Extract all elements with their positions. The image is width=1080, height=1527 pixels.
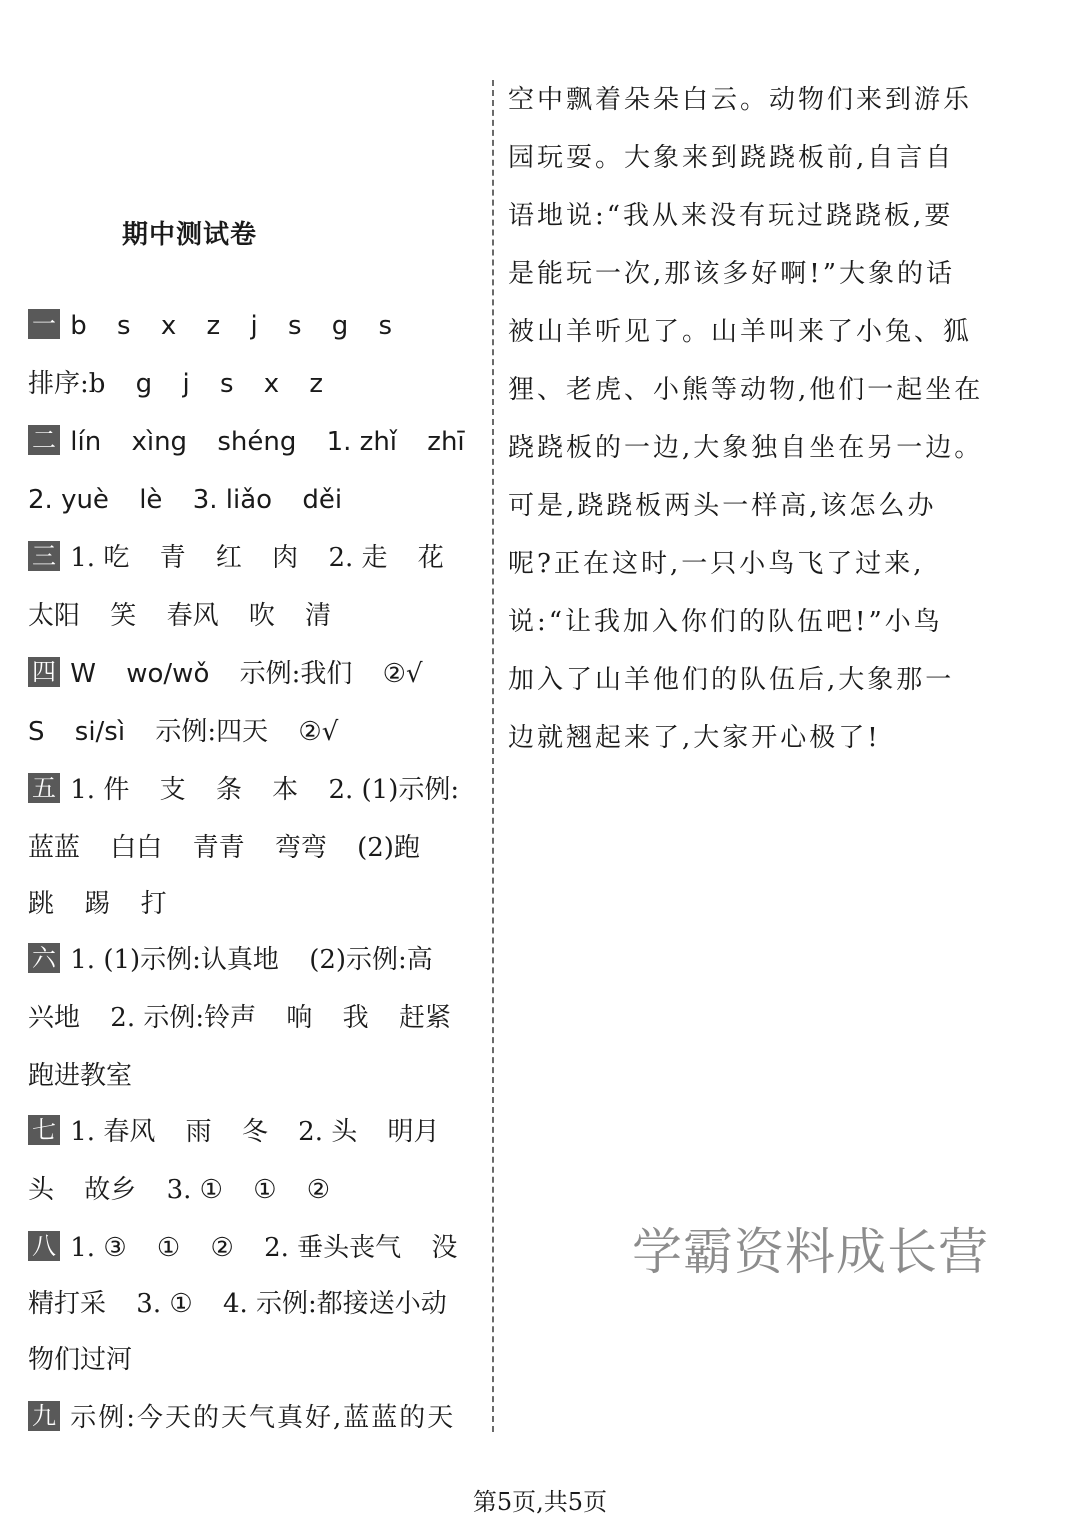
answer-item: (2)示例:高 [309,945,433,975]
section-4-line-2 [28,712,360,752]
answer-item: 弯弯 [274,833,327,863]
answer-item: z [206,311,221,341]
answer-item: 清 [305,601,332,631]
answer-item: 蓝蓝 [28,833,81,863]
answer-item: 春风 [166,601,219,631]
answer-item: 红 [215,543,242,573]
essay-line: 可是,跷跷板两头一样高,该怎么办 [508,491,937,521]
answer-item: 3. liǎo [192,485,273,515]
answer-item: 2. 走 [328,543,388,573]
section-1-line-1 [28,306,414,346]
answer-item: 故乡 [84,1175,137,1205]
answer-item: 1. (1)示例:认真地 [70,945,279,975]
section-number-1: 一 [28,309,60,339]
answer-item: b [70,311,87,341]
order-label: 排序:b [28,369,106,399]
essay-line: 加入了山羊他们的队伍后,大象那一 [508,665,955,695]
section-1-line-2 [28,364,345,404]
section-5-line-1 [28,770,481,810]
section-2-line-2 [28,480,364,520]
answer-item: x [160,311,177,341]
essay-line: 边就翘起来了,大家开心极了! [508,723,881,753]
answer-item: 2. yuè [28,485,109,515]
answer-item: 打 [140,889,167,919]
answer-item: j [250,311,258,341]
answer-item: 太阳 [28,601,81,631]
section-8-line-3 [28,1340,154,1380]
watermark: 学霸资料成长营 [632,1223,989,1281]
answer-item: s [378,311,393,341]
answer-item: ① [156,1233,181,1263]
answer-item: 2. 头 [298,1117,358,1147]
answer-item: s [219,369,234,399]
section-number-5: 五 [28,773,60,803]
answer-item: 青 [159,543,186,573]
answer-item: x [263,369,280,399]
answer-item: 吹 [248,601,275,631]
answer-item: S [28,717,45,747]
answer-item: 肉 [272,543,299,573]
answer-item: 示例:今天的天气真好,蓝蓝的天 [70,1403,456,1433]
essay-line: 语地说:“我从来没有玩过跷跷板,要 [508,201,954,231]
answer-item: z [309,369,324,399]
answer-item: 头 [28,1175,55,1205]
answer-item: 白白 [110,833,163,863]
section-9-line-1 [28,1398,477,1438]
answer-item: 2. 垂头丧气 [264,1233,402,1263]
answer-item: 跑进教室 [28,1061,133,1091]
section-6-line-2 [28,998,473,1038]
answer-item: 2. 示例:铃声 [110,1003,257,1033]
section-8-line-1 [28,1228,479,1268]
answer-item: W [70,659,96,689]
answer-item: děi [302,485,343,515]
answer-item: 1. 春风 [70,1117,156,1147]
answer-item: 花 [417,543,444,573]
answer-item: 精打采 [28,1289,107,1319]
column-divider [492,80,494,1432]
answer-item: 没 [431,1233,458,1263]
answer-item: g [135,369,153,399]
answer-item: ① [253,1175,277,1205]
page-title: 期中测试卷 [122,220,258,250]
section-number-4: 四 [28,657,60,687]
section-number-2: 二 [28,425,60,455]
essay-line: 园玩耍。大象来到跷跷板前,自言自 [508,143,955,173]
essay-line: 是能玩一次,那该多好啊!”大象的话 [508,259,956,289]
essay-line: 跷跷板的一边,大象独自坐在另一边。 [508,433,984,463]
answer-item: 跳 [28,889,55,919]
section-6-line-1 [28,940,455,980]
answer-item: wo/wǒ [126,659,210,689]
section-number-8: 八 [28,1231,60,1261]
answer-item: 响 [286,1003,313,1033]
answer-item: 本 [272,775,299,805]
answer-item: 雨 [185,1117,212,1147]
answer-item: 3. ① [136,1289,193,1319]
answer-item: 冬 [241,1117,268,1147]
section-3-line-1 [28,538,466,578]
answer-item: 4. 示例:都接送小动 [222,1289,447,1319]
section-7-line-1 [28,1112,462,1152]
essay-line: 呢?正在这时,一只小鸟飞了过来, [508,549,925,579]
answer-item: ②√ [382,659,423,689]
answer-item: lín [70,427,102,457]
answer-item: 青青 [192,833,245,863]
answer-item: 1. zhǐ [326,427,398,457]
answer-item: 3. ① [166,1175,223,1205]
answer-item: zhī [427,427,465,457]
page-footer: 第5页,共5页 [472,1488,608,1516]
section-7-line-2 [28,1170,352,1210]
essay-line: 空中飘着朵朵白云。动物们来到游乐 [508,85,973,115]
essay-line: 狸、老虎、小熊等动物,他们一起坐在 [508,375,984,405]
section-3-line-2 [28,596,353,636]
section-8-line-2 [28,1284,469,1324]
answer-item: 2. (1)示例: [328,775,460,805]
section-4-line-1 [28,654,445,694]
section-number-7: 七 [28,1115,60,1145]
answer-item: 1. 件 [70,775,130,805]
answer-item: 踢 [84,889,111,919]
answer-item: 条 [215,775,242,805]
section-number-9: 九 [28,1401,60,1431]
answer-item: 明月 [387,1117,440,1147]
section-5-line-2 [28,828,442,868]
answer-item: (2)跑 [357,833,420,863]
answer-item: xìng [131,427,188,457]
answer-item: 赶紧 [398,1003,451,1033]
answer-item: g [331,311,349,341]
answer-item: 物们过河 [28,1345,133,1375]
answer-item: ②√ [298,717,339,747]
answer-item: si/sì [74,717,126,747]
answer-item: 支 [159,775,186,805]
answer-item: s [117,311,131,341]
essay-line: 说:“让我加入你们的队伍吧!”小鸟 [508,607,943,637]
answer-item: 笑 [110,601,137,631]
section-6-line-3 [28,1056,154,1096]
answer-item: 1. ③ [70,1233,127,1263]
answer-item: 示例:我们 [239,659,353,689]
section-2-line-1 [28,422,487,462]
section-number-6: 六 [28,943,60,973]
answer-column-right [508,78,984,774]
section-number-3: 三 [28,541,60,571]
answer-item: 兴地 [28,1003,81,1033]
answer-item: ② [210,1233,234,1263]
essay-line: 被山羊听见了。山羊叫来了小兔、狐 [508,317,973,347]
answer-item: shéng [217,427,297,457]
answer-item: 1. 吃 [70,543,130,573]
answer-item: lè [139,485,163,515]
answer-item: s [287,311,302,341]
answer-item: 我 [342,1003,369,1033]
section-5-line-3 [28,884,189,924]
answer-item: ② [306,1175,331,1205]
answer-item: 示例:四天 [155,717,269,747]
answer-item: j [182,369,190,399]
